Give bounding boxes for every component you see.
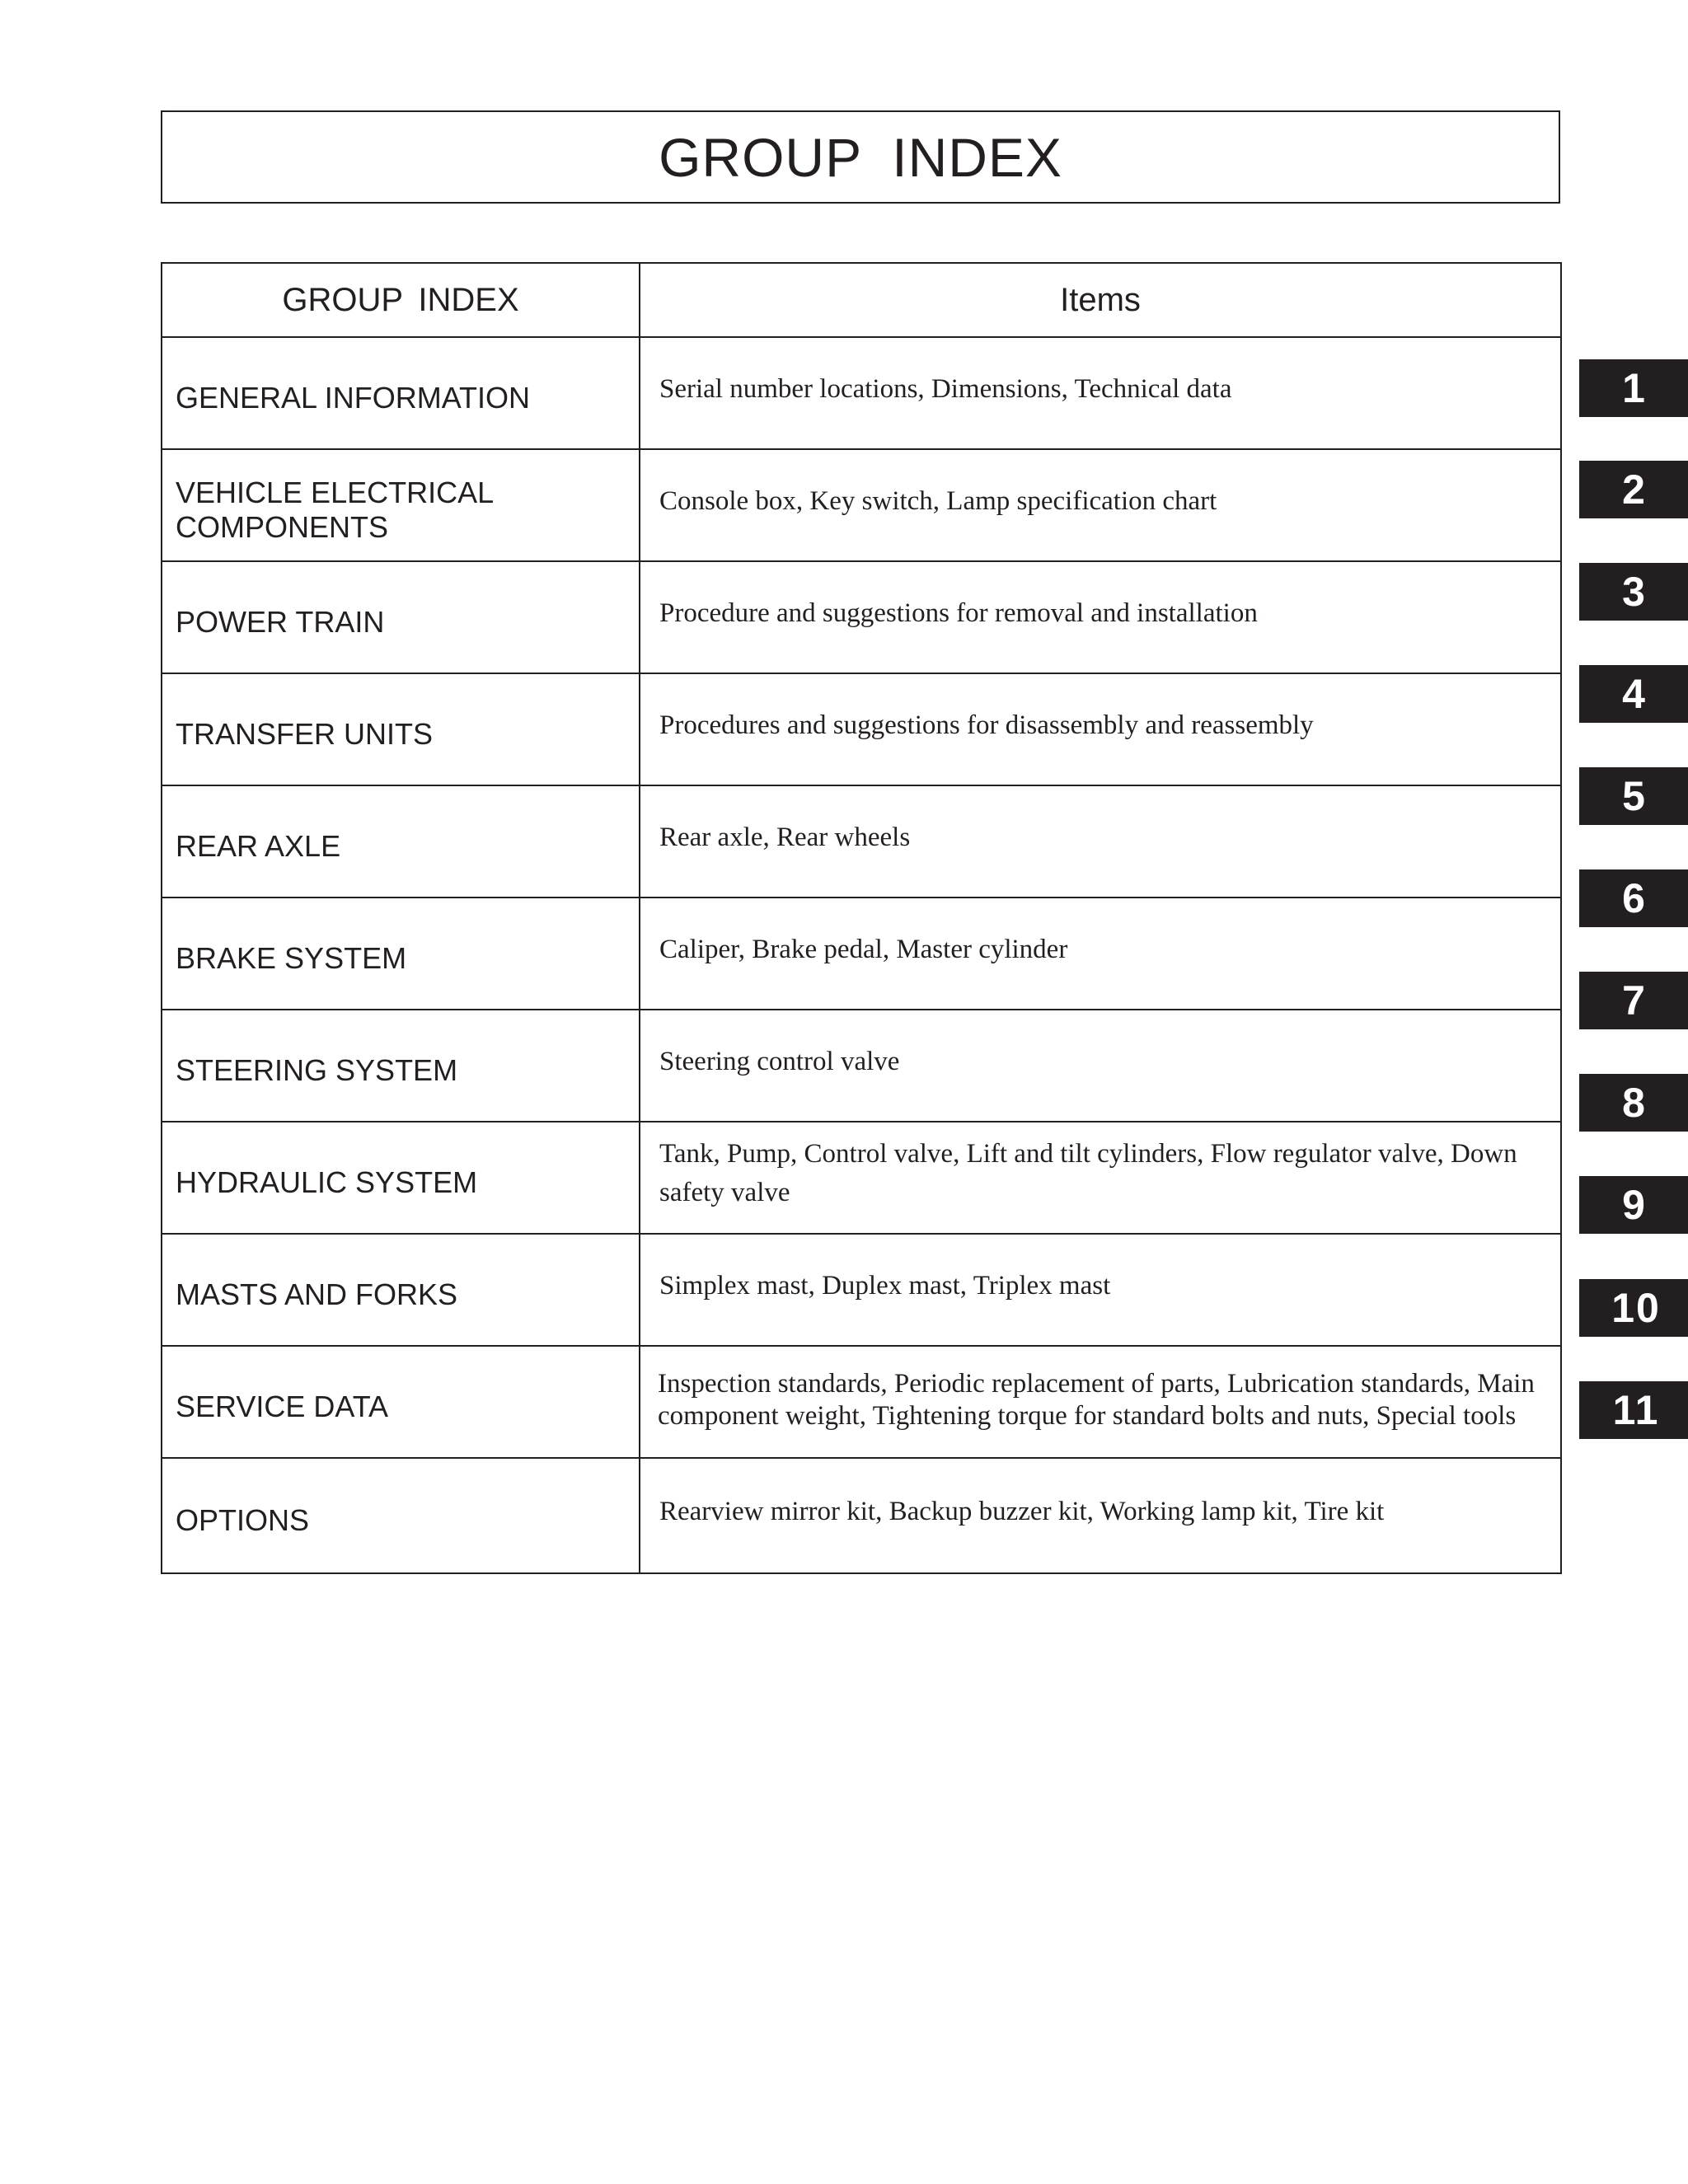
table-row bbox=[162, 337, 1561, 449]
section-tab-3[interactable] bbox=[1579, 563, 1688, 621]
section-tab-number: 7 bbox=[1622, 977, 1645, 1024]
section-tab-number: 10 bbox=[1611, 1285, 1661, 1331]
section-tab-number: 9 bbox=[1622, 1182, 1645, 1228]
group-items: Simplex mast, Duplex mast, Triplex mast bbox=[640, 1234, 1561, 1346]
section-tab-7[interactable] bbox=[1579, 972, 1688, 1029]
page-title: GROUP INDEX bbox=[659, 126, 1062, 188]
group-name[interactable]: VEHICLE ELECTRICAL COMPONENTS bbox=[162, 449, 640, 561]
group-items: Rearview mirror kit, Backup buzzer kit, Working lamp kit, Tire kit bbox=[640, 1458, 1561, 1573]
table-row bbox=[162, 1458, 1561, 1573]
table-row bbox=[162, 1234, 1561, 1346]
group-name[interactable]: POWER TRAIN bbox=[162, 561, 640, 673]
group-items: Tank, Pump, Control valve, Lift and tilt cylinders, Flow regulator valve, Down safety valve bbox=[640, 1122, 1561, 1234]
section-tab-2[interactable] bbox=[1579, 461, 1688, 518]
group-items: Console box, Key switch, Lamp specification chart bbox=[640, 449, 1561, 561]
table-row bbox=[162, 1010, 1561, 1122]
group-name[interactable]: MASTS AND FORKS bbox=[162, 1234, 640, 1346]
section-tab-number: 2 bbox=[1622, 466, 1645, 513]
group-name[interactable]: GENERAL INFORMATION bbox=[162, 337, 640, 449]
section-tab-1[interactable] bbox=[1579, 359, 1688, 417]
table-row bbox=[162, 449, 1561, 561]
section-tab-6[interactable] bbox=[1579, 869, 1688, 927]
table-row bbox=[162, 898, 1561, 1010]
table-row bbox=[162, 561, 1561, 673]
section-tab-4[interactable] bbox=[1579, 665, 1688, 723]
section-tab-8[interactable] bbox=[1579, 1074, 1688, 1132]
page-title-box bbox=[161, 110, 1560, 204]
group-index-table bbox=[161, 262, 1562, 1574]
group-items: Caliper, Brake pedal, Master cylinder bbox=[640, 898, 1561, 1010]
group-name[interactable]: STEERING SYSTEM bbox=[162, 1010, 640, 1122]
section-tab-number: 8 bbox=[1622, 1080, 1645, 1126]
group-name[interactable]: OPTIONS bbox=[162, 1458, 640, 1573]
group-name[interactable]: TRANSFER UNITS bbox=[162, 673, 640, 785]
section-tab-5[interactable] bbox=[1579, 767, 1688, 825]
group-name[interactable]: BRAKE SYSTEM bbox=[162, 898, 640, 1010]
table-row bbox=[162, 785, 1561, 898]
section-tab-number: 11 bbox=[1612, 1387, 1660, 1433]
group-items: Serial number locations, Dimensions, Technical data bbox=[640, 337, 1561, 449]
section-tab-9[interactable] bbox=[1579, 1176, 1688, 1234]
section-tab-number: 5 bbox=[1622, 773, 1645, 819]
group-name[interactable]: HYDRAULIC SYSTEM bbox=[162, 1122, 640, 1234]
group-name[interactable]: REAR AXLE bbox=[162, 785, 640, 898]
group-items: Steering control valve bbox=[640, 1010, 1561, 1122]
section-tab-number: 1 bbox=[1622, 365, 1645, 411]
section-tab-number: 6 bbox=[1622, 875, 1645, 921]
table-row bbox=[162, 673, 1561, 785]
section-tab-10[interactable] bbox=[1579, 1279, 1688, 1337]
group-items: Rear axle, Rear wheels bbox=[640, 785, 1561, 898]
group-items: Procedures and suggestions for disassembly and reassembly bbox=[640, 673, 1561, 785]
section-tab-11[interactable] bbox=[1579, 1381, 1688, 1439]
section-tab-number: 3 bbox=[1622, 569, 1645, 615]
table-header-row bbox=[162, 263, 1561, 337]
group-items: Procedure and suggestions for removal and installation bbox=[640, 561, 1561, 673]
header-group-index: GROUP INDEX bbox=[162, 263, 640, 337]
header-items: Items bbox=[640, 263, 1561, 337]
table-row bbox=[162, 1122, 1561, 1234]
section-tab-number: 4 bbox=[1622, 671, 1645, 717]
table-row bbox=[162, 1346, 1561, 1458]
group-items: Inspection standards, Periodic replacement of parts, Lubrication standards, Main component weight, Tightening torque for standard bolts and nuts, Special tools bbox=[640, 1346, 1561, 1458]
group-name[interactable]: SERVICE DATA bbox=[162, 1346, 640, 1458]
